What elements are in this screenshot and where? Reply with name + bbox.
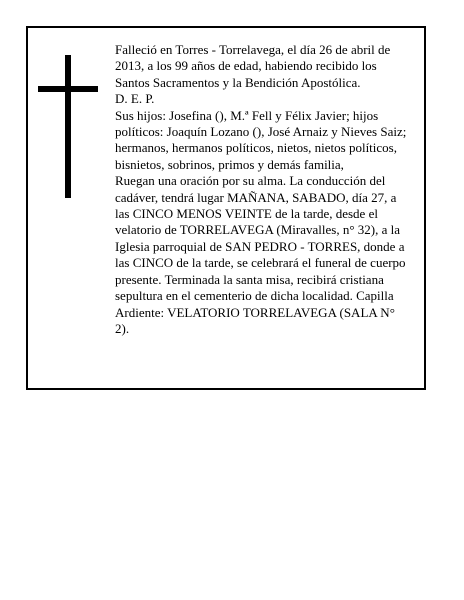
obituary-notice [26, 26, 426, 390]
notice-line-3: Santos Sacramentos y la Bendición Apostólica. [115, 74, 361, 90]
notice-line-6: políticos: Joaquín Lozano (), José Arnaiz y Nieves Saiz; [115, 124, 407, 140]
notice-line-18: 2). [115, 320, 130, 336]
notice-line-7: hermanos, hermanos políticos, nietos, nietos políticos, [115, 140, 397, 156]
cross-icon [38, 55, 98, 198]
notice-line-15: presente. Terminada la santa misa, recibirá cristiana [115, 271, 384, 287]
notice-line-11: las CINCO MENOS VEINTE de la tarde, desde el [115, 206, 378, 222]
notice-line-16: sepultura en el cementerio de dicha localidad. Capilla [115, 288, 394, 304]
obituary-text [115, 42, 417, 337]
notice-line-8: bisnietos, sobrinos, primos y demás familia, [115, 156, 344, 172]
cross-vertical-bar [65, 55, 71, 198]
notice-line-5: Sus hijos: Josefina (), M.ª Fell y Félix Javier; hijos [115, 107, 379, 123]
notice-line-1: Falleció en Torres - Torrelavega, el día 26 de abril de [115, 42, 391, 57]
cross-horizontal-bar [38, 86, 98, 92]
notice-line-13: Iglesia parroquial de SAN PEDRO - TORRES, donde a [115, 238, 405, 254]
notice-line-10: cadáver, tendrá lugar MAÑANA, SABADO, día 27, a [115, 189, 397, 205]
notice-line-12: velatorio de TORRELAVEGA (Miravalles, n° 32), a la [115, 222, 401, 238]
notice-line-4: D. E. P. [115, 91, 155, 107]
notice-line-17: Ardiente: VELATORIO TORRELAVEGA (SALA N° [115, 304, 395, 320]
notice-line-2: 2013, a los 99 años de edad, habiendo recibido los [115, 58, 377, 74]
notice-line-14: las CINCO de la tarde, se celebrará el funeral de cuerpo [115, 255, 406, 271]
notice-line-9: Ruegan una oración por su alma. La conducción del [115, 173, 386, 189]
